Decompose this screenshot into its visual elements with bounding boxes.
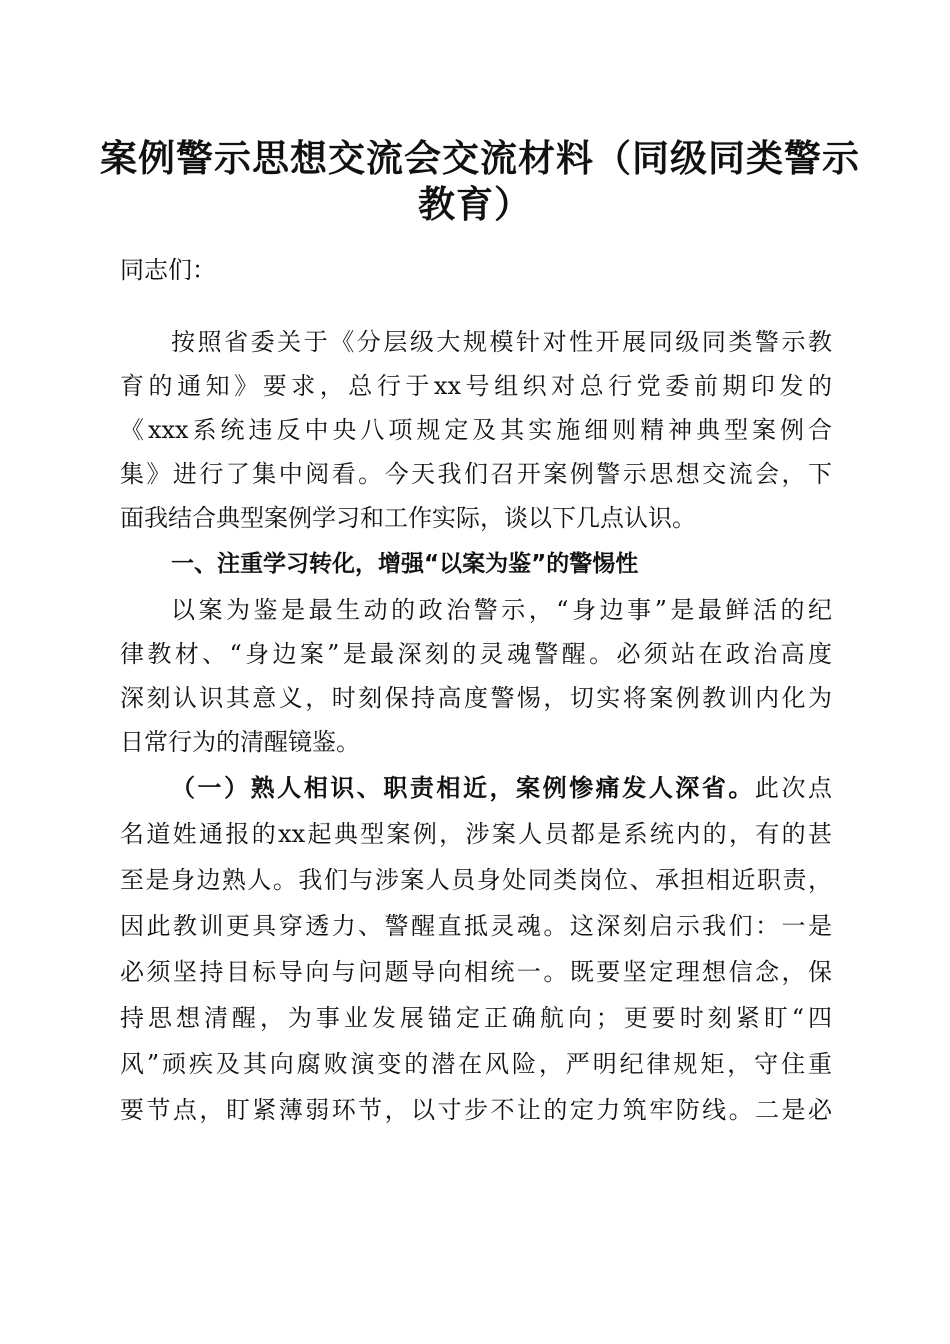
paragraph-line: 集》进行了集中阅看。今天我们召开案例警示思想交流会，下 xyxy=(120,460,832,488)
document-title-line-1: 案例警示思想交流会交流材料（同级同类警示 xyxy=(100,136,860,180)
paragraph-line: 要节点，盯紧薄弱环节，以寸步不让的定力筑牢防线。二是必 xyxy=(120,1096,832,1124)
paragraph-line: 日常行为的清醒镜鉴。 xyxy=(120,728,360,756)
section-heading: 一、注重学习转化，增强“以案为鉴”的警惕性 xyxy=(171,551,639,577)
subsection-first-line xyxy=(171,766,832,810)
paragraph-line: 律教材、“身边案”是最深刻的灵魂警醒。必须站在政治高度 xyxy=(120,640,832,668)
paragraph-line: 名道姓通报的xx起典型案例，涉案人员都是系统内的，有的甚 xyxy=(120,820,832,848)
paragraph-line: 持思想清醒，为事业发展锚定正确航向；更要时刻紧盯“四 xyxy=(120,1004,832,1032)
document-title-line-2: 教育） xyxy=(418,182,532,226)
paragraph-line: 深刻认识其意义，时刻保持高度警惕，切实将案例教训内化为 xyxy=(120,684,832,712)
salutation: 同志们： xyxy=(120,256,216,284)
paragraph-line: 面我结合典型案例学习和工作实际，谈以下几点认识。 xyxy=(120,504,696,532)
paragraph-line: 以案为鉴是最生动的政治警示，“身边事”是最鲜活的纪 xyxy=(171,596,832,624)
paragraph-line: 风”顽疾及其向腐败演变的潜在风险，严明纪律规矩，守住重 xyxy=(120,1050,832,1078)
paragraph-line: 至是身边熟人。我们与涉案人员身处同类岗位、承担相近职责， xyxy=(120,866,832,894)
subsection-text: 此次点 xyxy=(754,774,833,802)
paragraph-line: 因此教训更具穿透力、警醒直抵灵魂。这深刻启示我们：一是 xyxy=(120,912,832,940)
paragraph-line: 《xxx系统违反中央八项规定及其实施细则精神典型案例合 xyxy=(120,416,832,444)
paragraph-line: 按照省委关于《分层级大规模针对性开展同级同类警示教 xyxy=(171,328,832,356)
subsection-label: （一）熟人相识、职责相近，案例惨痛发人深省。 xyxy=(171,774,755,802)
paragraph-line: 育的通知》要求，总行于xx号组织对总行党委前期印发的 xyxy=(120,372,832,400)
paragraph-line: 必须坚持目标导向与问题导向相统一。既要坚定理想信念，保 xyxy=(120,958,832,986)
